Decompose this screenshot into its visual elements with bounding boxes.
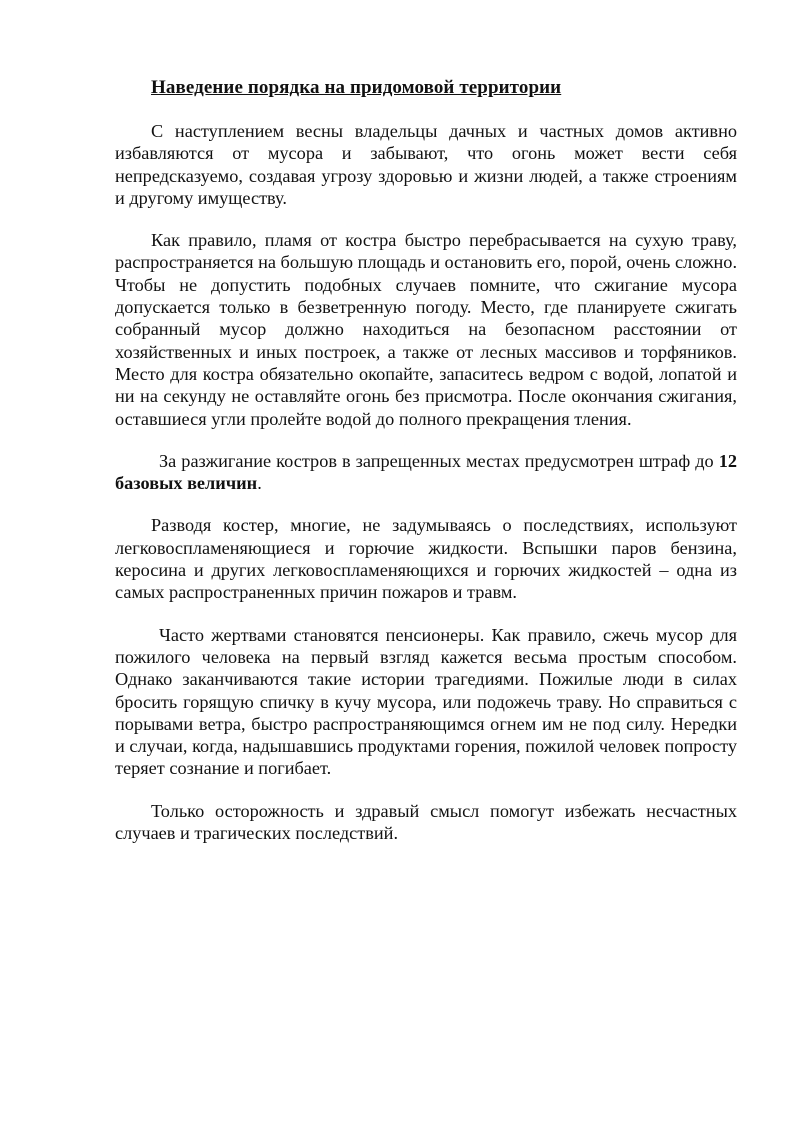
paragraph-conclusion: Только осторожность и здравый смысл помогут избежать несчастных случаев и трагических последствий. [115, 800, 737, 844]
paragraph-fire-safety-rules: Как правило, пламя от костра быстро перебрасывается на сухую траву, распространяется на большую площадь и остановить его, порой, очень сложно. Чтобы не допустить подобных случаев помните, что сжигание мусора допускается только в безветренную погоду. Место, где планируете сжигать собранный мусор должно находиться на безопасном расстоянии от хозяйственных и иных построек, а также от лесных массивов и торфяников. Место для костра обязательно окопайте, запаситесь ведром с водой, лопатой и ни на секунду не оставляйте огонь без присмотра. После окончания сжигания, оставшиеся угли пролейте водой до полного прекращения тления. [115, 230, 738, 429]
document-title: Наведение порядка на придомовой территории [151, 77, 562, 98]
paragraph-flammable-liquids: Разводя костер, многие, не задумываясь о последствиях, используют легковоспламеняющиеся и горючие жидкости. Вспышки паров бензина, керосина и других легковоспламеняющихся и горючих жидкостей – одна из самых распространенных причин пожаров и травм. [115, 515, 737, 603]
fine-text-after: . [257, 473, 262, 494]
fine-amount: 12 базовых величин [115, 450, 737, 494]
document-page [115, 74, 737, 864]
paragraph-pensioners: Часто жертвами становятся пенсионеры. Как правило, сжечь мусор для пожилого человека на первый взгляд кажется весьма простым способом. Однако заканчиваются такие истории трагедиями. Пожилые люди в силах бросить горящую спичку в кучу мусора, или подожечь траву. Но справиться с порывами ветра, быстро распространяющимся огнем им не под силу. Нередки и случаи, когда, надышавшись продуктами горения, пожилой человек попросту теряет сознание и погибает. [115, 624, 737, 779]
fine-text-before: За разжигание костров в запрещенных местах предусмотрен штраф до [159, 450, 719, 471]
paragraph-fine [115, 450, 737, 495]
paragraph-spring-cleanup: С наступлением весны владельцы дачных и частных домов активно избавляются от мусора и забывают, что огонь может вести себя непредсказуемо, создавая угрозу здоровью и жизни людей, а также строениям и другому имуществу. [115, 121, 737, 208]
